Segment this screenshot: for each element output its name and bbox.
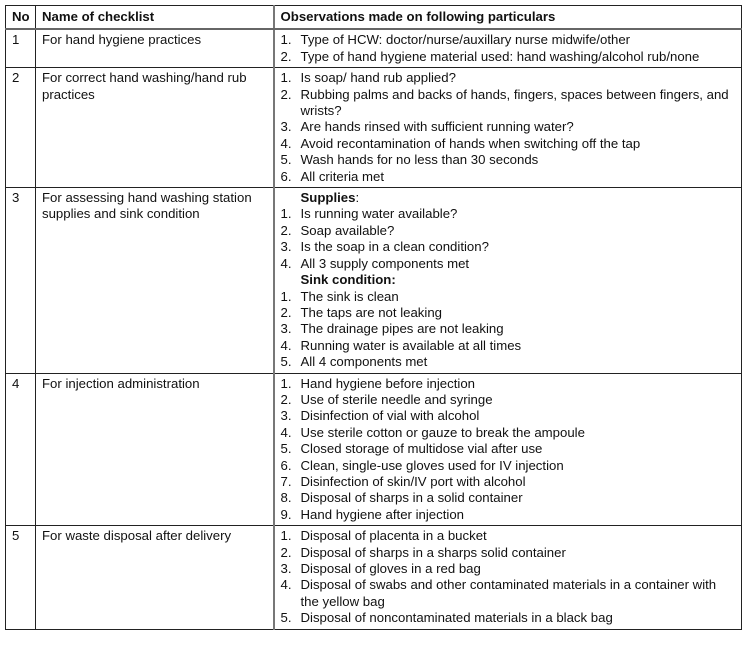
item-number: 3.: [280, 239, 292, 255]
item-number: 6.: [280, 168, 292, 184]
item-text: Disposal of sharps in a solid container: [300, 490, 523, 506]
item-number: 4.: [280, 577, 292, 593]
list-item: [281, 376, 736, 392]
item-text: Is running water available?: [300, 206, 458, 222]
row-number: 4: [6, 373, 36, 526]
item-number: 5.: [280, 354, 292, 370]
item-number: 3.: [280, 561, 292, 576]
table-row: [6, 29, 742, 67]
sink-condition-heading: [281, 272, 736, 288]
item-number: 2.: [280, 222, 292, 238]
list-item: [281, 305, 736, 321]
supplies-heading-text: Supplies: [300, 190, 356, 206]
list-item: [281, 545, 736, 561]
item-number: 9.: [280, 506, 292, 522]
table-header-row: [6, 6, 742, 30]
item-number: 3.: [280, 119, 292, 135]
item-number: 3.: [280, 408, 292, 424]
observation-list: [281, 528, 736, 626]
item-text: Disposal of gloves in a red bag: [300, 561, 481, 576]
item-text: Disinfection of vial with alcohol: [300, 408, 480, 424]
checklist-name: For hand hygiene practices: [36, 29, 274, 67]
header-observations: Observations made on following particulars: [274, 6, 742, 30]
supplies-list: [281, 206, 736, 272]
list-item: [281, 528, 736, 544]
item-text: All 4 components met: [300, 354, 428, 370]
list-item: [281, 49, 736, 65]
item-text: The sink is clean: [300, 288, 399, 304]
table-row: [6, 526, 742, 629]
list-item: [281, 507, 736, 523]
item-text: Avoid recontamination of hands when switching off the tap: [300, 135, 641, 151]
checklist-name: For injection administration: [36, 373, 274, 526]
item-number: 2.: [280, 391, 292, 407]
list-item: [281, 338, 736, 354]
item-text: Hand hygiene before injection: [300, 375, 475, 391]
table-row: [6, 188, 742, 373]
list-item: [281, 87, 736, 120]
observations-cell: [274, 526, 742, 629]
row-number: 5: [6, 526, 36, 629]
list-item: [281, 239, 736, 255]
item-text: All 3 supply components met: [300, 255, 470, 271]
item-text: Hand hygiene after injection: [300, 506, 464, 522]
item-number: 1.: [280, 70, 292, 86]
item-number: 5.: [280, 152, 292, 168]
list-item: [281, 223, 736, 239]
item-text: Disinfection of skin/IV port with alcohol: [300, 473, 526, 489]
checklist-name: For assessing hand washing station supplies and sink condition: [36, 188, 274, 373]
row-number: 1: [6, 29, 36, 67]
item-number: 6.: [280, 457, 292, 473]
item-text: All criteria met: [300, 168, 385, 184]
observations-cell: [274, 29, 742, 67]
item-text: The drainage pipes are not leaking: [300, 321, 504, 337]
item-number: 1.: [280, 375, 292, 391]
list-item: [281, 425, 736, 441]
item-text: Rubbing palms and backs of hands, fingers, spaces between fingers, and wrists?: [300, 86, 729, 119]
item-text: Are hands rinsed with sufficient running water?: [300, 119, 574, 135]
item-text: Soap available?: [300, 222, 395, 238]
observations-cell: [274, 68, 742, 188]
list-item: [281, 408, 736, 424]
list-item: [281, 577, 736, 610]
sink-condition-list: [281, 289, 736, 371]
list-item: [281, 119, 736, 135]
item-number: 5.: [280, 441, 292, 457]
supplies-heading-colon: :: [355, 190, 360, 206]
header-name: Name of checklist: [36, 6, 274, 30]
item-text: Clean, single-use gloves used for IV injection: [300, 457, 564, 473]
item-number: 1.: [280, 32, 292, 48]
item-number: 2.: [280, 544, 292, 560]
item-number: 4.: [280, 255, 292, 271]
checklist-name: For correct hand washing/hand rub practices: [36, 68, 274, 188]
item-number: 2.: [280, 304, 292, 320]
checklist-table: [5, 5, 742, 630]
list-item: [281, 70, 736, 86]
item-text: Disposal of swabs and other contaminated materials in a container with the yellow bag: [300, 577, 717, 609]
observations-cell: [274, 373, 742, 526]
list-item: [281, 136, 736, 152]
table-row: [6, 68, 742, 188]
list-item: [281, 152, 736, 168]
item-number: 5.: [280, 610, 292, 626]
list-item: [281, 256, 736, 272]
list-item: [281, 289, 736, 305]
item-number: 2.: [280, 48, 292, 64]
item-text: Running water is available at all times: [300, 337, 522, 353]
item-text: Disposal of placenta in a bucket: [300, 528, 487, 544]
list-item: [281, 474, 736, 490]
observation-list: [281, 376, 736, 524]
item-number: 1.: [280, 206, 292, 222]
list-item: [281, 206, 736, 222]
item-text: The taps are not leaking: [300, 304, 442, 320]
list-item: [281, 458, 736, 474]
list-item: [281, 321, 736, 337]
item-number: 3.: [280, 321, 292, 337]
list-item: [281, 354, 736, 370]
sink-condition-heading-text: Sink condition:: [300, 272, 396, 288]
list-item: [281, 169, 736, 185]
list-item: [281, 32, 736, 48]
item-text: Use of sterile needle and syringe: [300, 391, 493, 407]
list-item: [281, 490, 736, 506]
item-text: Disposal of noncontaminated materials in a black bag: [300, 610, 613, 626]
item-number: 8.: [280, 490, 292, 506]
list-item: [281, 392, 736, 408]
row-number: 2: [6, 68, 36, 188]
list-item: [281, 610, 736, 626]
header-no: No: [6, 6, 36, 30]
item-text: Disposal of sharps in a sharps solid container: [300, 544, 566, 560]
item-text: Closed storage of multidose vial after use: [300, 441, 543, 457]
item-text: Type of HCW: doctor/nurse/auxillary nurse midwife/other: [300, 32, 631, 48]
observation-list: [281, 70, 736, 185]
list-item: [281, 441, 736, 457]
item-number: 7.: [280, 473, 292, 489]
observation-list: [281, 32, 736, 65]
item-number: 1.: [280, 528, 292, 544]
item-number: 1.: [280, 288, 292, 304]
item-number: 4.: [280, 337, 292, 353]
item-text: Is the soap in a clean condition?: [300, 239, 489, 255]
list-item: [281, 561, 736, 577]
item-number: 4.: [280, 135, 292, 151]
row-number: 3: [6, 188, 36, 373]
item-number: 4.: [280, 424, 292, 440]
item-text: Is soap/ hand rub applied?: [300, 70, 456, 86]
table-row: [6, 373, 742, 526]
item-text: Wash hands for no less than 30 seconds: [300, 152, 539, 168]
observations-cell: [274, 188, 742, 373]
supplies-heading: [281, 190, 736, 206]
item-text: Use sterile cotton or gauze to break the ampoule: [300, 424, 585, 440]
checklist-name: For waste disposal after delivery: [36, 526, 274, 629]
item-text: Type of hand hygiene material used: hand washing/alcohol rub/none: [300, 48, 700, 64]
item-number: 2.: [280, 86, 292, 102]
